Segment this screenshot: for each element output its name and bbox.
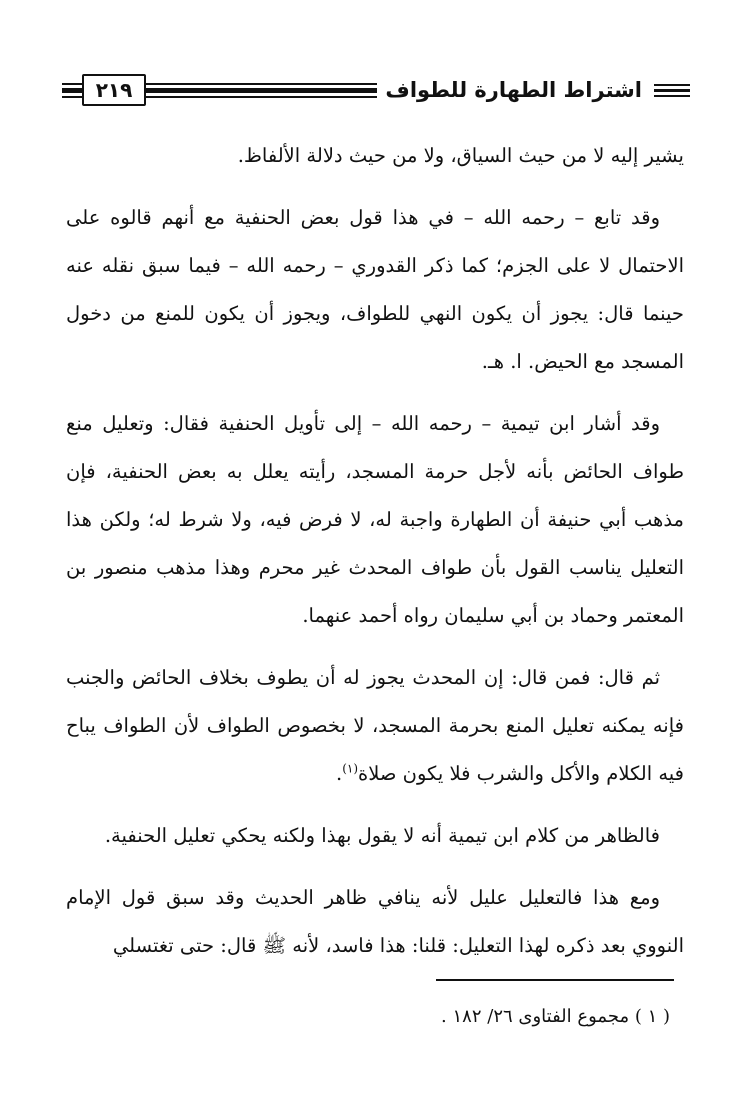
footnote-reference[interactable]: (١) (342, 761, 359, 776)
page-number: ٢١٩ (82, 74, 146, 106)
footnote (441, 1006, 670, 1027)
footnote-number: ( ١ ) (634, 1006, 670, 1027)
paragraph: فالظاهر من كلام ابن تيمية أنه لا يقول بهذا ولكنه يحكي تعليل الحنفية. (104, 824, 660, 847)
paragraph: وقد أشار ابن تيمية – رحمه الله – إلى تأويل الحنفية فقال: وتعليل منع طواف الحائض بأنه لأجل حرمة المسجد، رأيته يعلل به بعض الحنفية، فإن مذهب أبي حنيفة أن الطهارة واجبة له، لا فرض فيه، ولا شرط له؛ ولكن هذا التعليل يناسب القول بأن طواف المحدث غير محرم وهذا مذهب منصور بن المعتمر وحماد بن أبي سليمان رواه أحمد عنهما. (66, 412, 684, 627)
paragraph: وقد تابع – رحمه الله – في هذا قول بعض الحنفية مع أنهم قالوه على الاحتمال لا على الجزم؛ كما ذكر القدوري – رحمه الله – فيما سبق نقله عنه حينما قال: يجوز أن يكون النهي للطواف، ويجوز أن يكون للمنع من دخول المسجد مع الحيض. ا. هـ. (66, 206, 684, 373)
body-text (66, 132, 684, 984)
paragraph (66, 654, 684, 798)
running-title: اشتراط الطهارة للطواف (377, 78, 650, 102)
header-ornament-right (654, 84, 690, 98)
paragraph-end: . (336, 762, 343, 785)
footnote-separator (436, 979, 674, 981)
paragraph-text: ثم قال: فمن قال: إن المحدث يجوز له أن يطوف بخلاف الحائض والجنب فإنه يمكنه تعليل المنع بحرمة المسجد، لا بخصوص الطواف لأن الطواف يباح فيه الكلام والأكل والشرب فلا يكون صلاة (66, 666, 684, 785)
header-ornament-left (62, 83, 82, 99)
paragraph: يشير إليه لا من حيث السياق، ولا من حيث دلالة الألفاظ. (237, 144, 684, 167)
page-header (62, 72, 690, 112)
footnote-text: مجموع الفتاوى ٢٦/ ١٨٢ . (441, 1006, 630, 1027)
paragraph: ومع هذا فالتعليل عليل لأنه ينافي ظاهر الحديث وقد سبق قول الإمام النووي بعد ذكره لهذا التعليل: قلنا: هذا فاسد، لأنه ﷺ قال: حتى تغتسلي (66, 886, 684, 957)
